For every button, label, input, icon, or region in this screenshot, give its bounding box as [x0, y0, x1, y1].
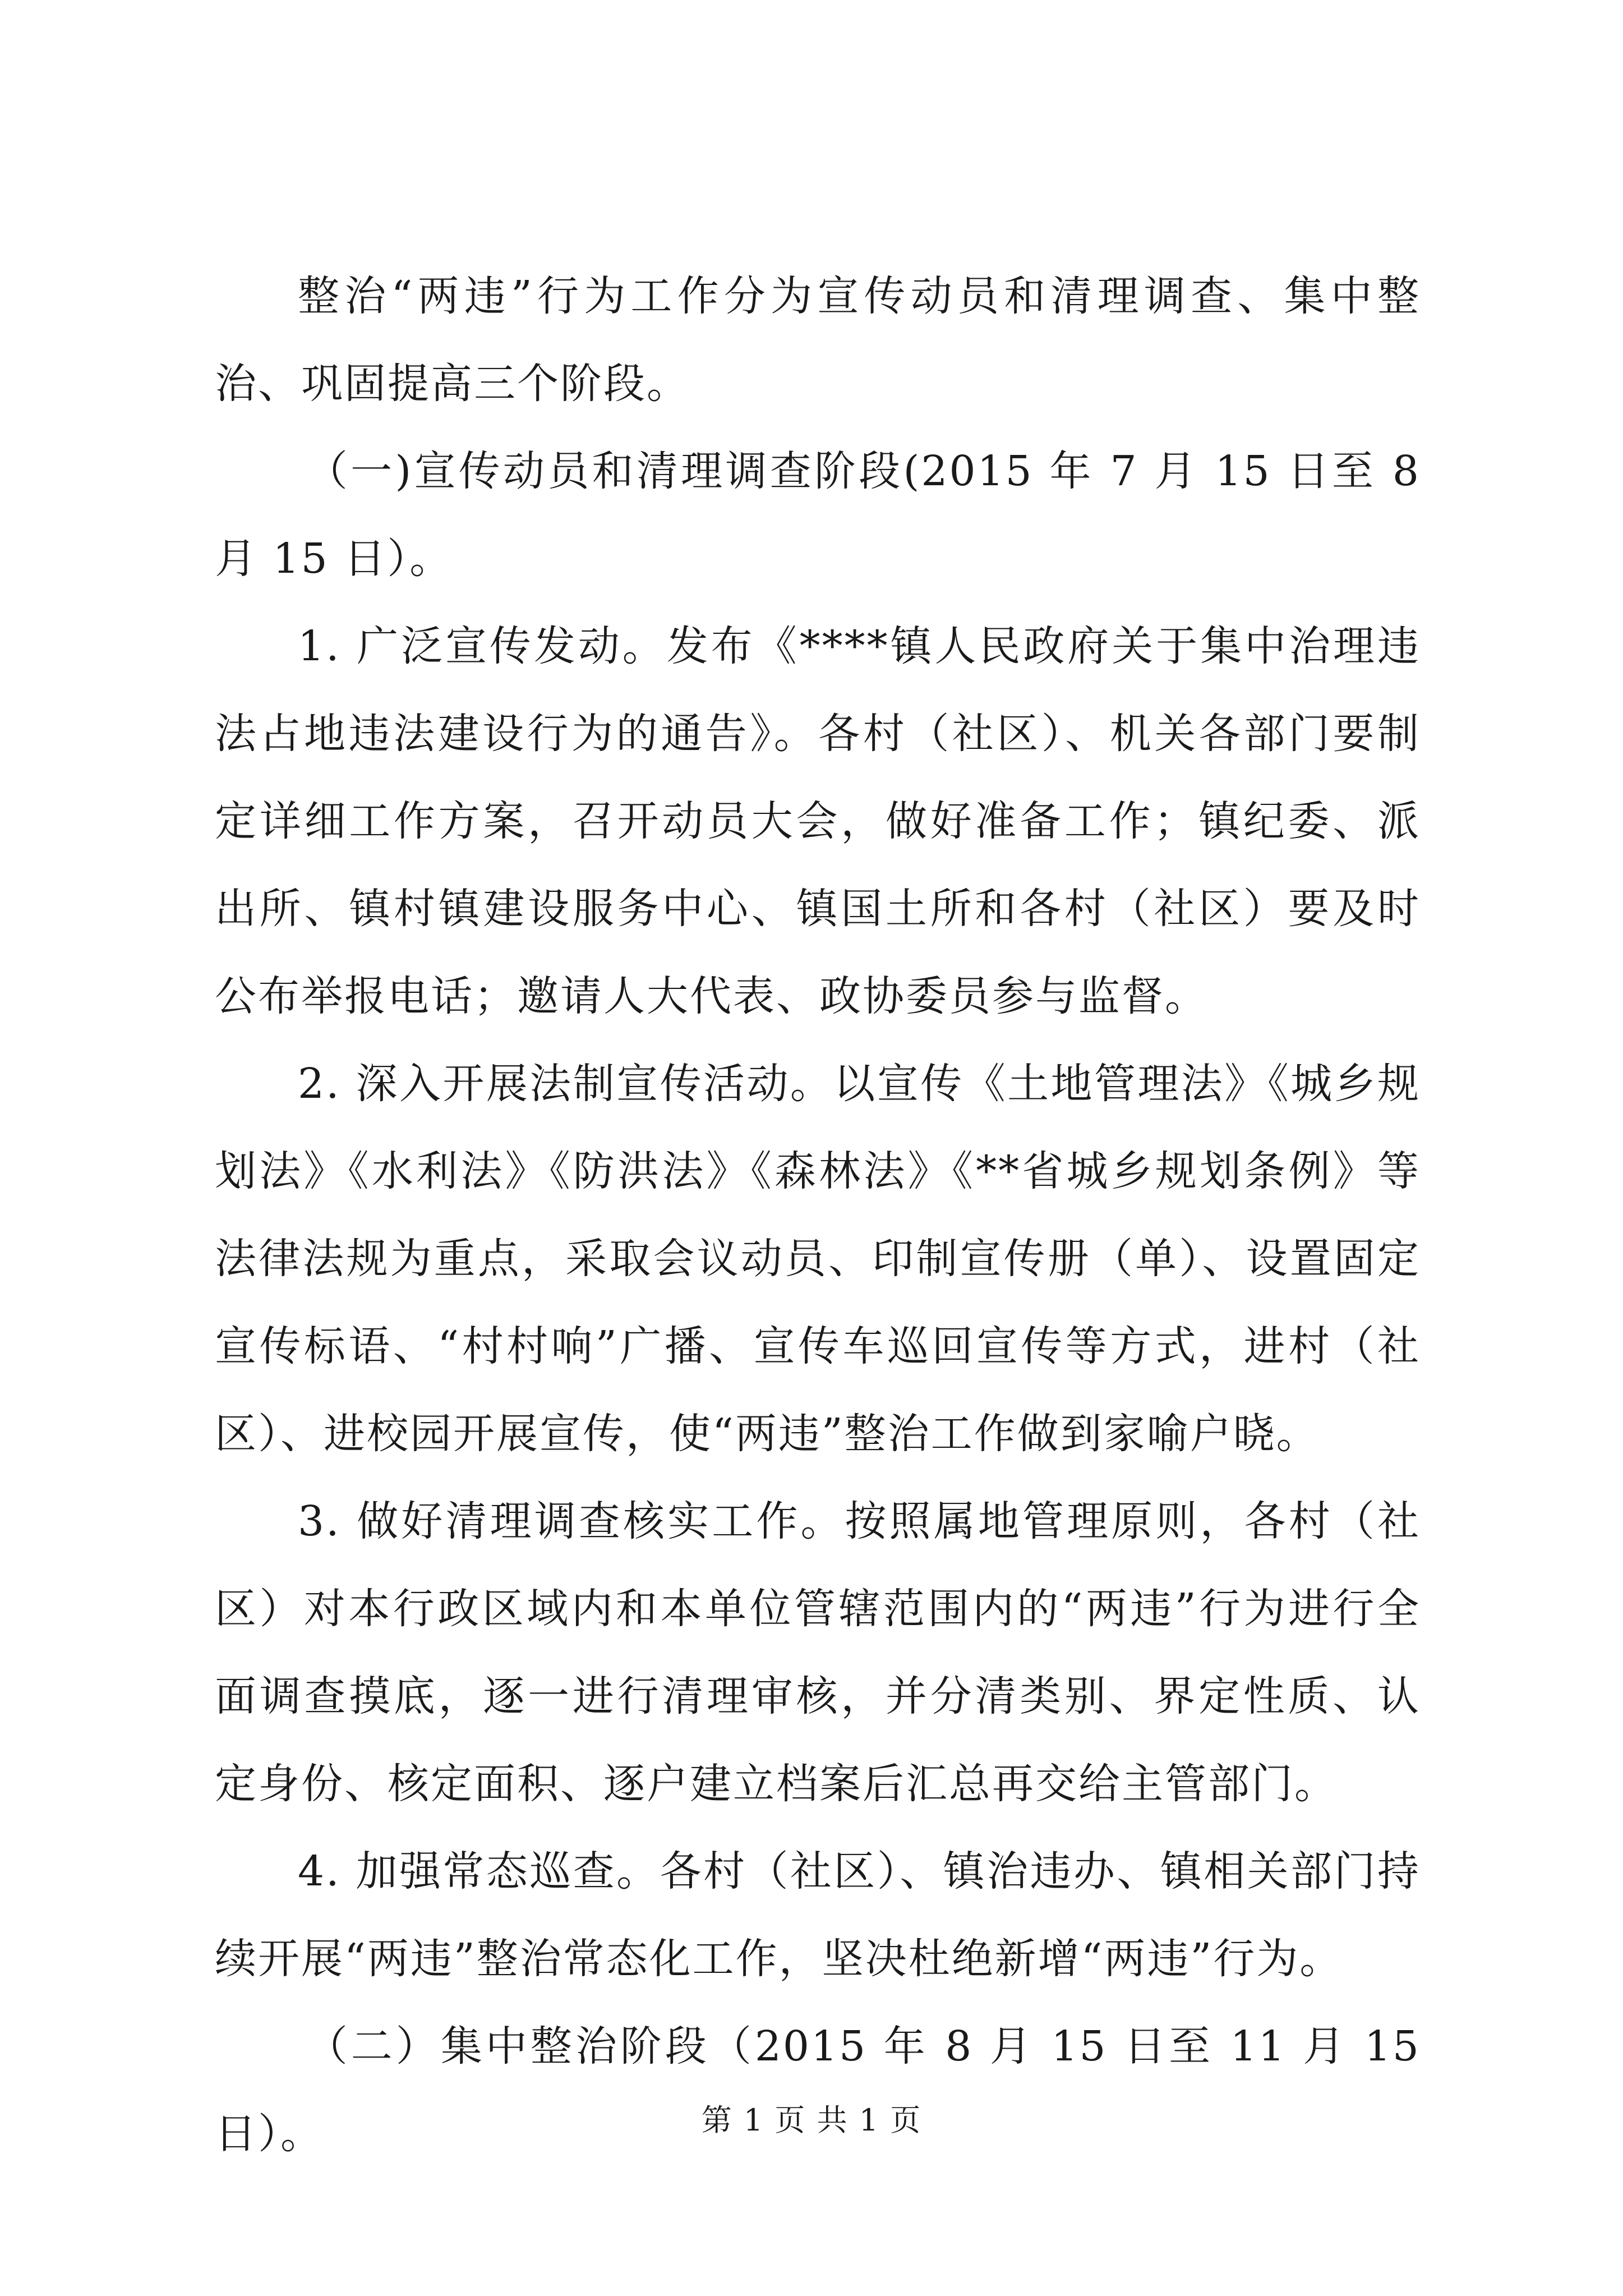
paragraph-intro: 整治“两违”行为工作分为宣传动员和清理调查、集中整治、巩固提高三个阶段。: [215, 272, 1421, 408]
paragraph-stage-one-heading: （一)宣传动员和清理调查阶段(2015 年 7 月 15 日至 8 月 15 日）。: [215, 447, 1421, 583]
paragraph-item-2: 2. 深入开展法制宣传活动。以宣传《土地管理法》《城乡规划法》《水利法》《防洪法》《森林法》《**省城乡规划条例》等法律法规为重点，采取会议动员、印制宣传册（单）、设置固定宣传标语、“村村响”广播、宣传车巡回宣传等方式，进村（社区）、进校园开展宣传，使“两违”整治工作做到家喻户晓。: [215, 1060, 1421, 1458]
paragraph-item-1: 1. 广泛宣传发动。发布《****镇人民政府关于集中治理违法占地违法建设行为的通告》。各村（社区）、机关各部门要制定详细工作方案，召开动员大会，做好准备工作；镇纪委、派出所、镇村镇建设服务中心、镇国土所和各村（社区）要及时公布举报电话；邀请人大代表、政协委员参与监督。: [215, 622, 1421, 1020]
document-body: [215, 252, 1421, 2178]
paragraph-item-3: 3. 做好清理调查核实工作。按照属地管理原则，各村（社区）对本行政区域内和本单位管辖范围内的“两违”行为进行全面调查摸底，逐一进行清理审核，并分清类别、界定性质、认定身份、核定面积、逐户建立档案后汇总再交给主管部门。: [215, 1497, 1421, 1808]
paragraph-stage-two-heading: （二）集中整治阶段（2015 年 8 月 15 日至 11 月 15 日）。: [215, 2022, 1421, 2158]
page-footer: 第 1 页 共 1 页: [701, 2102, 922, 2138]
paragraph-item-4: 4. 加强常态巡查。各村（社区）、镇治违办、镇相关部门持续开展“两违”整治常态化工作，坚决杜绝新增“两违”行为。: [215, 1847, 1421, 1983]
